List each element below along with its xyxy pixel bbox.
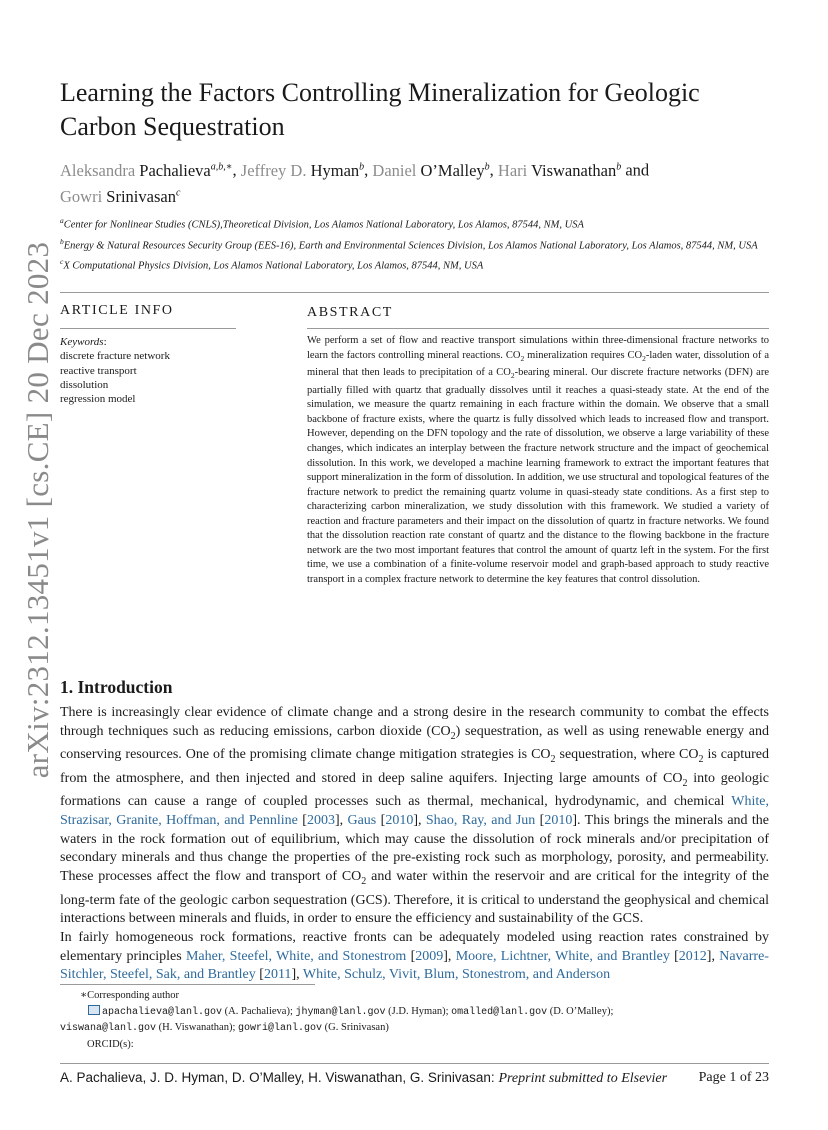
keyword: reactive transport (60, 364, 137, 377)
paragraph: There is increasingly clear evidence of climate change and a strong desire in the research community to combat the effects through techniques such as reducing emissions, carbon dioxide $(CO_2)$ sequestration, as well as using renewable energy and conserving resources. One of the promising climate change mitigation strategies is $CO_2$ sequestration, where $CO_2$ is captured from the atmosphere, and then injected and stored in deep saline aquifers. Injecting large amounts of $CO_2$ into geologic formations can cause a range of coupled processes such as thermal, mechanical, hydrodynamic, and chemical White, Strazisar, Granite, Hoffman, and Pennline [2003], Gaus [2010], Shao, Ray, and Jun [2010]. This brings the minerals and the waters in the rock formation out of equilibrium, which may cause the dissolution of rock minerals and/or precipitation of secondary minerals and thus change the properties of the pre-existing rock such as morphology, porosity, and permeability. These processes affect the flow and transport of $CO_2$ and water within the reservoir and are critical for the integrity of the long-term fate of the geologic carbon sequestration (GCS). Therefore, it is critical to understand the geophysical and chemical interactions between minerals and fluids, in order to ensure the efficiency and sustainability of the GCS. (60, 705, 770, 927)
section-divider (60, 292, 769, 293)
citation-year-link[interactable]: 2010 (544, 812, 573, 828)
envelope-icon (88, 1005, 100, 1015)
keyword: dissolution (60, 378, 109, 391)
orcid-note: ORCID(s): (87, 1038, 134, 1050)
introduction-body (60, 704, 769, 985)
citation-link[interactable]: Maher, Steefel, White, and Stonestrom (185, 948, 407, 964)
citation-link[interactable]: Gaus (347, 812, 377, 828)
citation-link[interactable]: Navarre-Sitchler, Steefel, Sak, and Brantley (60, 948, 769, 983)
email-link[interactable]: gowri@lanl.gov (238, 1023, 323, 1034)
citation-year-link[interactable]: 2009 (415, 948, 444, 964)
paper-title (60, 76, 760, 144)
footer-venue: Preprint submitted to Elsevier (498, 1071, 668, 1086)
citation-link[interactable]: White, Schulz, Vivit, Blum, Stonestrom, and Anderson (302, 967, 611, 983)
email-link[interactable]: jhyman@lanl.gov (295, 1006, 386, 1018)
article-info-heading: ARTICLE INFO (60, 303, 174, 318)
author: Aleksandra Pachalieva$^{a,b,∗}$ (60, 160, 233, 180)
footnote-rule (60, 984, 315, 985)
citation-link[interactable]: White, Strazisar, Granite, Hoffman, and Pennline (60, 794, 769, 828)
keyword: regression model (60, 393, 136, 406)
footer-rule (60, 1063, 769, 1064)
page-number: Page 1 of 23 (698, 1070, 769, 1085)
affiliations (60, 214, 770, 276)
author-list: Aleksandra Pachalieva$^{a,b,∗}$, Jeffrey D. Hyman$^b$, Daniel O’Malley$^b$, Hari Viswanathan$^b$ and Gowri Srinivasan$^c$ (60, 160, 650, 206)
citation-link[interactable]: Shao, Ray, and Jun (425, 812, 536, 828)
affiliation: $^c$X Computational Physics Division, Los Alamos National Laboratory, Los Alamos, 87544, NM, USA (60, 257, 484, 272)
affiliation: $^a$Center for Nonlinear Studies (CNLS),Theoretical Division, Los Alamos National Laboratory, Los Alamos, 87544, NM, USA (60, 216, 584, 231)
paragraph: In fairly homogeneous rock formations, reactive fronts can be adequately modeled using reaction rates constrained by elementary principles Maher, Steefel, White, and Stonestrom [2009], Moore, Lichtner, White, and Brantley [2012], Navarre-Sitchler, Steefel, Sak, and Brantley [2011], White, Schulz, Vivit, Blum, Stonestrom, and Anderson (60, 929, 769, 983)
introduction-heading: 1. Introduction (60, 677, 173, 697)
title-line-2: Carbon Sequestration (60, 112, 285, 141)
abstract-text: We perform a set of flow and reactive transport simulations within three-dimensional fracture networks to learn the factors controlling mineral reactions. $CO_2$ mineralization requires $CO_2$-laden water, dissolution of a mineral that then leads to precipitation of a $CO_2$-bearing mineral. Our discrete fracture networks (DFN) are partially filled with quartz that gradually dissolves until it reaches a quasi-steady state. At the end of the simulation, we measure the quartz remaining in each fracture within the domain. We observe that a small backbone of fracture exists, where the quartz is fully dissolved which leads to increased flow and transport. However, depending on the DFN topology and the rate of dissolution, we observe a large variability of these changes, which indicates an interplay between the fracture network structure and the impact of geochemical dissolution. In this work, we developed a machine learning framework to extract the important features that support mineralization in the form of dissolution. In addition, we use structural and topological features of the fracture network to predict the remaining quartz volume in quasi-steady state conditions. As a first step to characterizing carbon mineralization, we study dissolution with this framework. We studied a variety of reaction and fracture parameters and their impact on the dissolution of quartz in fracture networks. We found that the dissolution reaction rate constant of quartz and the distance to the flowing backbone in the fracture network are the two most important features that control the amount of quartz left in the system. For the first time, we use a combination of a finite-volume reservoir model and graph-based approach to study reactive transport in a complex fracture network to determine the key features that control dissolution. (307, 335, 770, 585)
email-link[interactable]: apachalieva@lanl.gov (102, 1006, 223, 1018)
author: Jeffrey D. Hyman$^b$ (240, 160, 365, 180)
abstract-heading: ABSTRACT (307, 305, 393, 320)
citation-year-link[interactable]: 2010 (385, 812, 414, 828)
keywords-block: Keywords: discrete fracture network reactive transport dissolution regression model (60, 335, 240, 406)
affiliation: $^b$Energy & Natural Resources Security Group (EES-16), Earth and Environmental Sciences Division, Los Alamos National Laboratory, Los Alamos, 87544, NM, USA (60, 236, 758, 251)
footer-authors: A. Pachalieva, J. D. Hyman, D. O’Malley, H. Viswanathan, G. Srinivasan: (60, 1070, 495, 1085)
author: Gowri Srinivasan$^c$ (60, 187, 181, 206)
author: Daniel O’Malley$^b$ (372, 160, 490, 180)
email-line: viswana@lanl.gov (H. Viswanathan); gowri@lanl.gov (G. Srinivasan) (60, 1022, 389, 1034)
keywords-label: Keywords (60, 336, 104, 348)
footnotes (60, 988, 769, 1052)
citation-year-link[interactable]: 2011 (263, 967, 292, 983)
citation-year-link[interactable]: 2003 (306, 812, 335, 828)
article-info-rule (60, 328, 236, 329)
arxiv-identifier (18, 240, 58, 780)
keyword: discrete fracture network (60, 350, 170, 363)
abstract-rule (307, 328, 769, 329)
email-link[interactable]: viswana@lanl.gov (60, 1023, 157, 1034)
title-line-1: Learning the Factors Controlling Mineralization for Geologic (60, 78, 700, 107)
citation-year-link[interactable]: 2012 (678, 948, 707, 964)
email-link[interactable]: omalled@lanl.gov (451, 1006, 548, 1018)
corresponding-author-note: ∗Corresponding author (80, 990, 179, 1001)
email-line: apachalieva@lanl.gov (A. Pachalieva); jhyman@lanl.gov (J.D. Hyman); omalled@lanl.gov (D. O’Malley); (60, 1004, 769, 1021)
citation-link[interactable]: Moore, Lichtner, White, and Brantley (455, 948, 670, 964)
author: Hari Viswanathan$^b$ (497, 160, 622, 180)
arxiv-id-text: arXiv:2312.13451v1 [cs.CE] 20 Dec 2023 (20, 241, 55, 779)
